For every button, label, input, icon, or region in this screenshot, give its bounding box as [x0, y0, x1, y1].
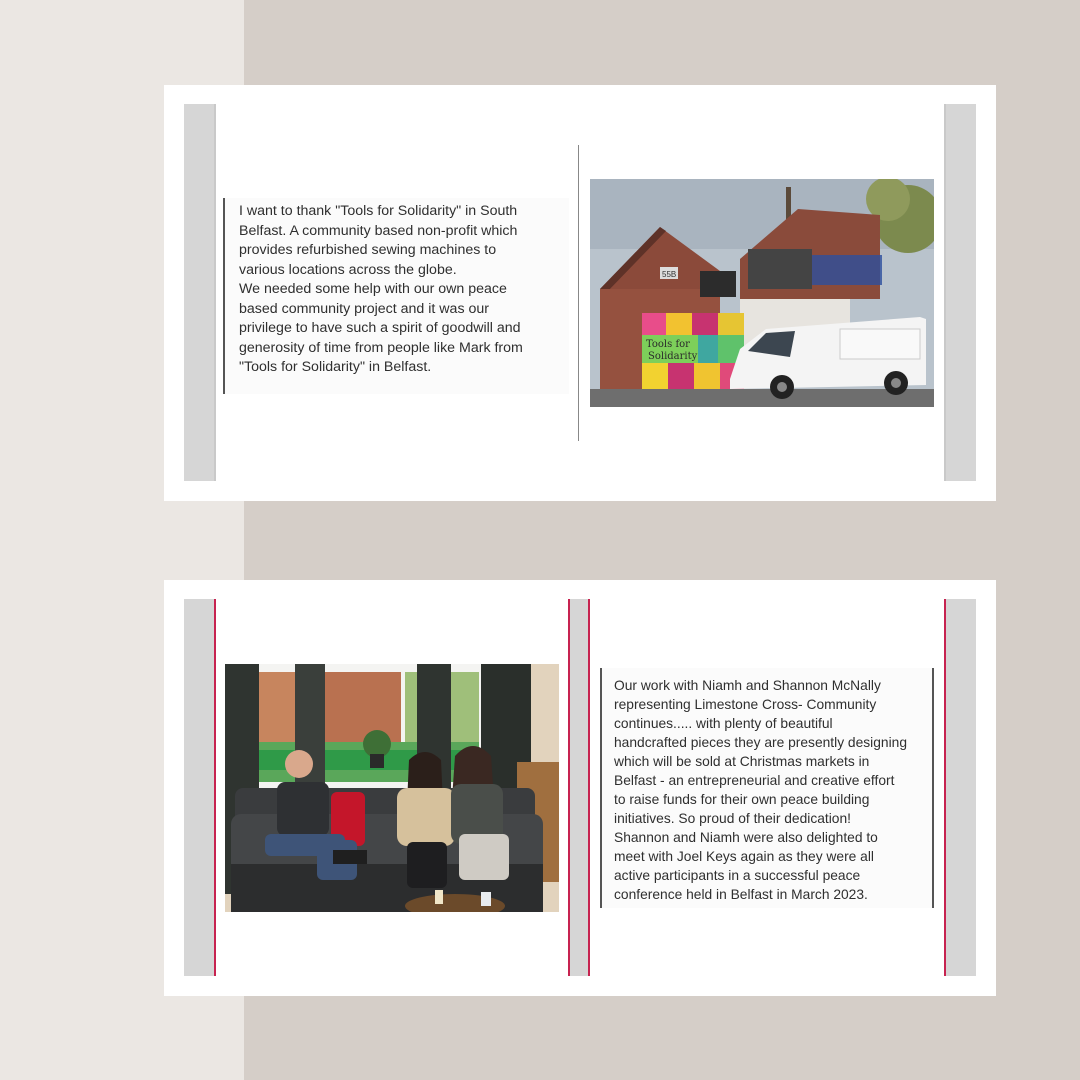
building-with-van-photo [590, 179, 934, 407]
right-side-bar [946, 104, 976, 481]
community-text: Our work with Niamh and Shannon McNally representing Limestone Cross- Community continues..... with plenty of beautiful handcrafted pieces they are presently designing which will be sold at Christmas markets in Belfast - an entrepreneurial and creative effort to raise funds for their own peace building initiatives. So proud of their dedication! Shannon and Niamh were also delighted to meet with Joel Keys again as they were all active participants in a successful peace conference held in Belfast in March 2023. [614, 678, 907, 902]
mural-text-line-1: Tools for [646, 339, 690, 350]
center-divider [578, 145, 579, 441]
thanks-text: I want to thank "Tools for Solidarity" in South Belfast. A community based non-profit which provides refurbished sewing machines to various locations across the globe. We needed some help with our own peace based community project and it was our privilege to have such a spirit of goodwill and generosity of time from people like Mark from "Tools for Solidarity" in Belfast. [239, 203, 523, 375]
right-side-bar [946, 599, 976, 976]
bottom-slide-card [164, 580, 996, 996]
left-side-bar [184, 599, 214, 976]
center-divider-bar [568, 599, 590, 976]
building-number-sign: 55B [662, 270, 677, 279]
community-text-block [600, 668, 934, 908]
thanks-text-block [225, 198, 569, 394]
left-side-bar [184, 104, 214, 481]
mural-text-line-2: Solidarity [648, 351, 698, 362]
top-slide-card [164, 85, 996, 501]
three-people-on-sofa-photo [225, 664, 559, 912]
